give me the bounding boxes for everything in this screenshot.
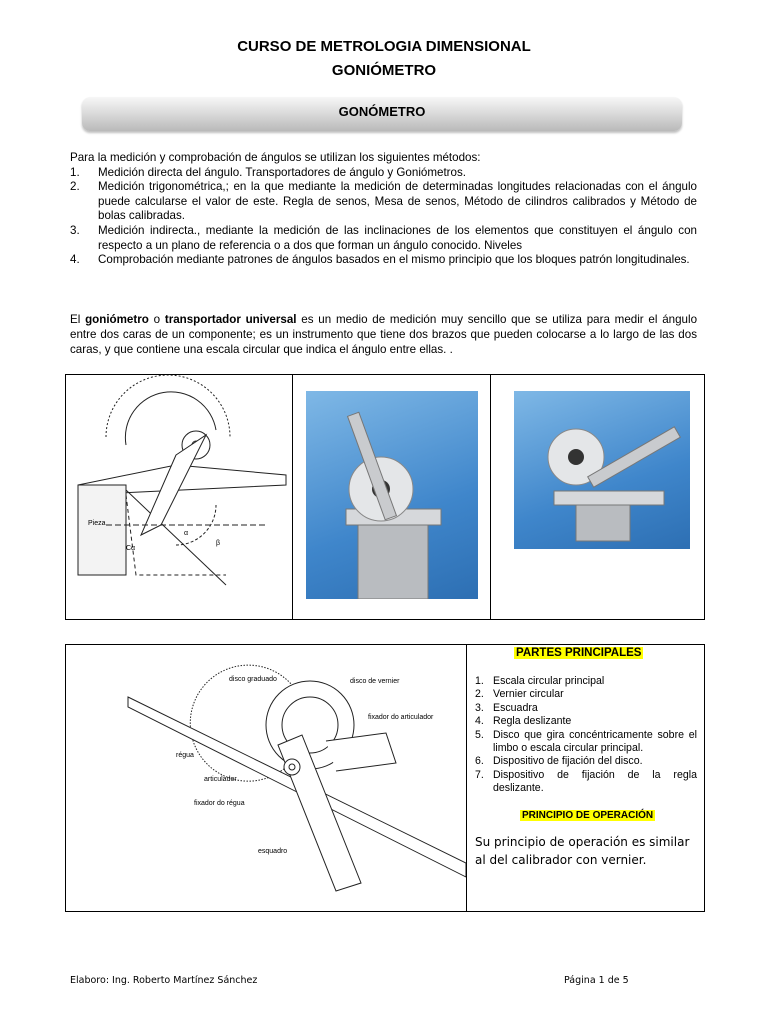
list-item: 4. Regla deslizante xyxy=(475,715,572,728)
parts-list-wrapper xyxy=(475,675,697,796)
term-goniometro: goniómetro xyxy=(85,313,149,326)
goniometer-photo-2 xyxy=(514,391,690,549)
list-item: 3. Medición indirecta., mediante la medición de las inclinaciones de los elementos que constituyen el ángulo con respecto a un plano de referencia o a dos que forman un ángulo conocido. Niveles xyxy=(70,223,697,252)
list-item: 4. Comprobación mediante patrones de ángulos basados en el mismo principio que los bloques patrón longitudinales. xyxy=(70,253,690,267)
label-pieza: Pieza xyxy=(88,520,106,527)
list-item: 5. Disco que gira concéntricamente sobre el limbo o escala circular principal. xyxy=(475,728,697,755)
label-fixador: fixador do articulador xyxy=(368,714,434,721)
label-disco-vernier: disco de vernier xyxy=(350,678,400,685)
course-title: CURSO DE METROLOGIA DIMENSIONAL xyxy=(237,38,531,55)
section-banner xyxy=(82,97,682,131)
label-articulador: articulador xyxy=(204,776,237,783)
list-item: 3. Escuadra xyxy=(475,701,538,714)
sketch-cell xyxy=(66,375,292,619)
footer-author: Elaboro: Ing. Roberto Martínez Sánchez xyxy=(70,975,258,986)
labeled-goniometer-diagram xyxy=(66,645,466,911)
goniometer-photo-1-shape xyxy=(306,391,478,599)
divider xyxy=(490,375,491,619)
parts-list xyxy=(475,675,697,796)
label-alpha: α xyxy=(184,530,189,537)
list-item: 2. Vernier circular xyxy=(475,688,564,701)
goniometer-sketch xyxy=(66,375,292,619)
figure-table xyxy=(65,374,705,620)
definition-paragraph: El goniómetro o transportador universal es un medio de medición muy sencillo que se utiliza para medir el ángulo entre dos caras de un componente; es un instrumento que tiene dos brazos que pueden colocarse a lo largo de las dos caras, y que contiene una escala circular que indica el ángulo entre ellas. . xyxy=(70,313,698,356)
list-item: 6. Dispositivo de fijación del disco. xyxy=(475,755,643,768)
term-transportador: transportador universal xyxy=(164,313,297,326)
goniometer-photo-2-shape xyxy=(514,391,690,549)
principle-title: PRINCIPIO DE OPERACIÓN xyxy=(522,810,654,821)
methods-list xyxy=(70,166,697,268)
label-fixador-regua: fixador do régua xyxy=(194,800,245,807)
list-item: 7. Dispositivo de fijación de la regla deslizante. xyxy=(475,768,697,795)
list-item: 1. Medición directa del ángulo. Transportadores de ángulo y Goniómetros. xyxy=(70,165,466,179)
list-item: 1. Escala circular principal xyxy=(475,675,605,687)
intro-section xyxy=(70,151,697,268)
list-item: 2. Medición trigonométrica,; en la que mediante la medición de determinadas longitudes relacionadas con el ángulo puede calcularse el valor de este. Regla de senos, Mesa de senos, Método de cilindros calibrados y Método de bolas calibradas. xyxy=(70,180,697,223)
divider xyxy=(466,645,467,911)
label-beta: β xyxy=(216,540,221,547)
label-regua: régua xyxy=(176,752,194,759)
label-c-alpha: Cα xyxy=(126,545,136,552)
goniometer-photo-1 xyxy=(306,391,478,599)
parts-table xyxy=(65,644,705,912)
banner-title: GONÓMETRO xyxy=(338,104,426,119)
label-esquadro: esquadro xyxy=(258,848,288,855)
intro-lead: Para la medición y comprobación de ángulos se utilizan los siguientes métodos: xyxy=(70,151,481,164)
divider xyxy=(292,375,293,619)
footer-page-number: Página 1 de 5 xyxy=(564,975,629,986)
principle-text: Su principio de operación es similar al del calibrador con vernier. xyxy=(475,835,690,867)
label-disco-graduado: disco graduado xyxy=(229,676,277,683)
subject-title: GONIÓMETRO xyxy=(331,62,437,79)
parts-title: PARTES PRINCIPALES xyxy=(516,647,642,659)
